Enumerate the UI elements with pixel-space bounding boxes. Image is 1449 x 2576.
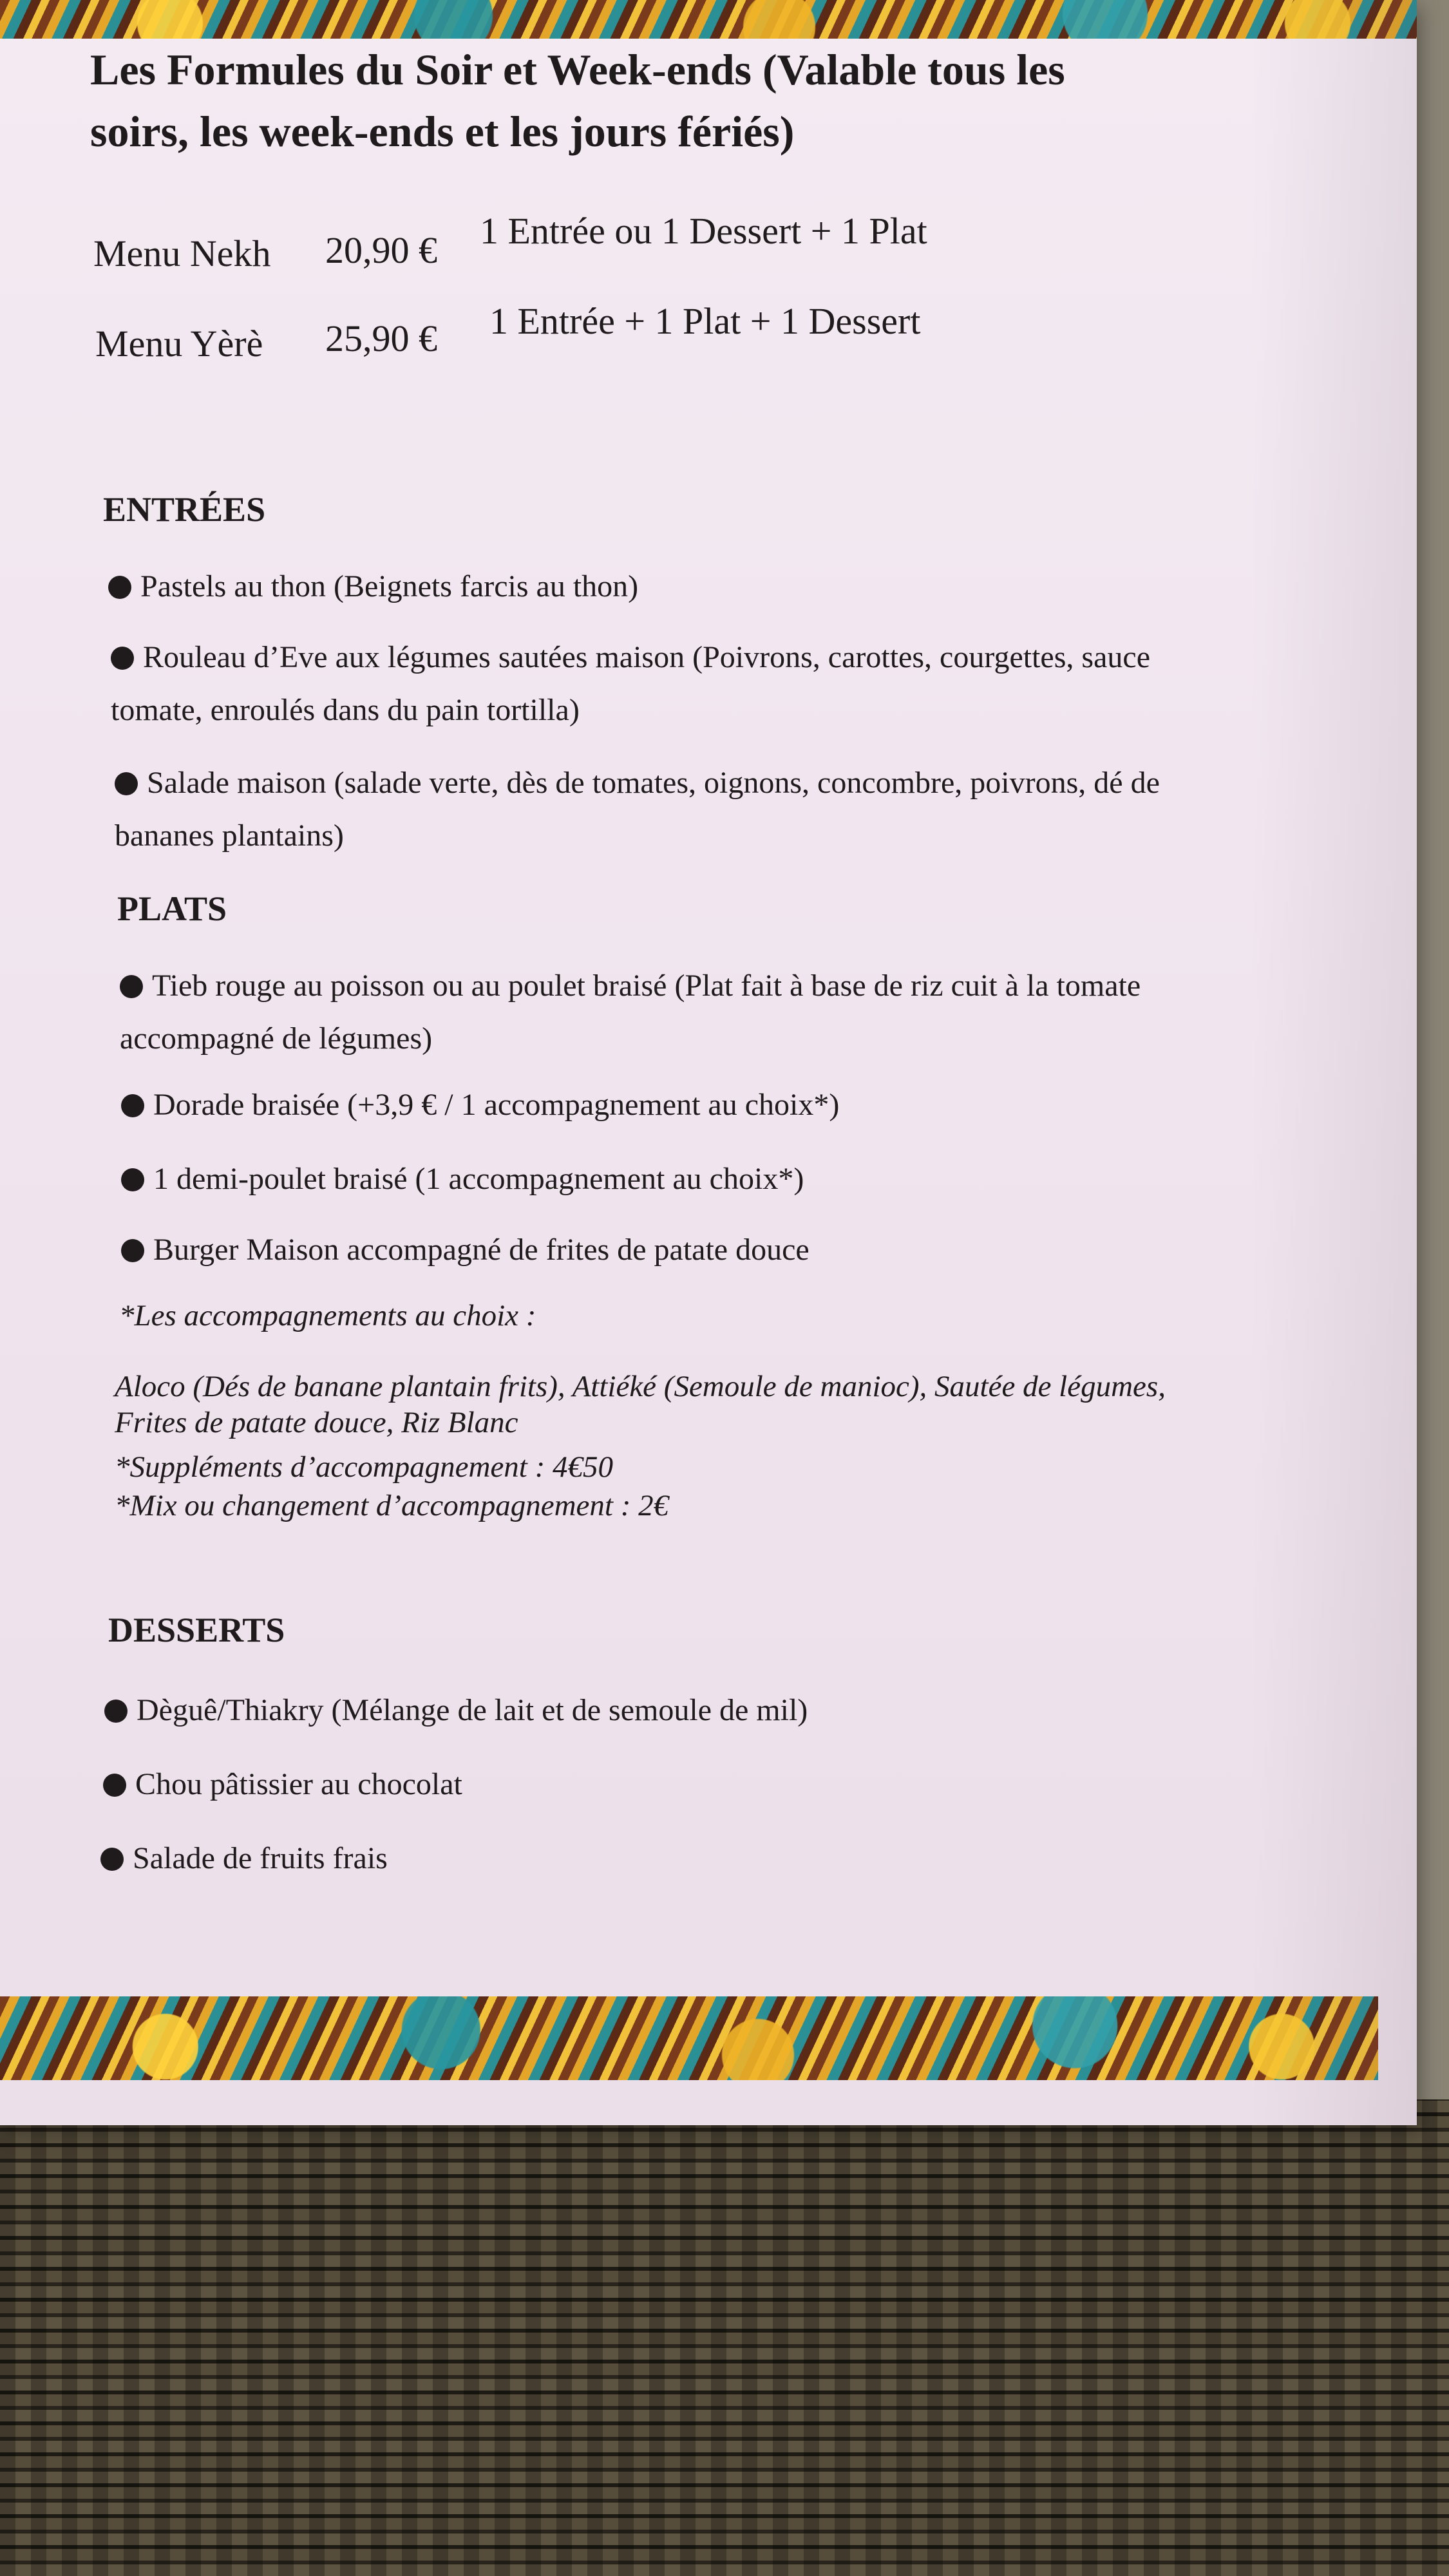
item-text: 1 demi-poulet braisé (1 accompagnement au choix*) <box>153 1162 804 1196</box>
menu-title <box>90 39 1065 162</box>
formula-name: Menu Nekh <box>93 232 271 274</box>
section-heading-entrees: ENTRÉES <box>103 490 266 529</box>
list-item <box>103 1758 1230 1811</box>
list-item <box>121 1079 1248 1132</box>
section-heading-desserts: DESSERTS <box>108 1611 285 1649</box>
item-text: Dorade braisée (+3,9 € / 1 accompagnement au choix*) <box>153 1088 840 1122</box>
item-text: Dèguê/Thiakry (Mélange de lait et de semoule de mil) <box>137 1693 808 1727</box>
bullet-icon <box>121 1168 144 1191</box>
item-text: Pastels au thon (Beignets farcis au thon) <box>140 569 639 603</box>
formula-price: 25,90 € <box>325 317 437 359</box>
bullet-icon <box>100 1848 124 1871</box>
bullet-icon <box>104 1700 128 1723</box>
accompaniments-mix: *Mix ou changement d’accompagnement : 2€ <box>115 1489 669 1522</box>
formula-content: 1 Entrée + 1 Plat + 1 Dessert <box>489 300 921 342</box>
wax-print-border-bottom <box>0 1996 1378 2080</box>
item-text: Salade de fruits frais <box>133 1841 388 1875</box>
woven-placemat <box>0 2099 1449 2576</box>
list-item <box>121 1224 1248 1276</box>
list-item <box>115 757 1177 862</box>
item-text: Chou pâtissier au chocolat <box>135 1767 462 1801</box>
accompaniments-supplement: *Suppléments d’accompagnement : 4€50 <box>115 1450 614 1484</box>
bullet-icon <box>121 1239 144 1262</box>
item-text: Tieb rouge au poisson ou au poulet braisé (Plat fait à base de riz cuit à la tomate accompagné de légumes) <box>120 969 1141 1056</box>
list-item <box>121 1153 1248 1206</box>
bullet-icon <box>111 647 134 670</box>
menu-title-line-2: soirs, les week-ends et les jours fériés) <box>90 107 795 156</box>
formula-name: Menu Yèrè <box>95 323 263 365</box>
bullet-icon <box>115 772 138 795</box>
menu-title-line-1: Les Formules du Soir et Week-ends (Valable tous les <box>90 45 1065 94</box>
list-item <box>111 631 1167 737</box>
bullet-icon <box>120 975 143 998</box>
item-text: Salade maison (salade verte, dès de tomates, oignons, concombre, poivrons, dé de bananes plantains) <box>115 766 1160 853</box>
list-item <box>108 560 1203 613</box>
item-text: Rouleau d’Eve aux légumes sautées maison (Poivrons, carottes, courgettes, sauce tomate, enroulés dans du pain tortilla) <box>111 640 1151 727</box>
list-item <box>120 960 1247 1065</box>
accompaniments-heading: *Les accompagnements au choix : <box>119 1299 536 1332</box>
section-heading-plats: PLATS <box>117 889 227 928</box>
item-text: Burger Maison accompagné de frites de patate douce <box>153 1233 810 1267</box>
formula-row <box>93 232 270 275</box>
bullet-icon <box>108 576 131 599</box>
wax-print-border-top <box>0 0 1417 39</box>
formula-price: 20,90 € <box>325 229 437 271</box>
formula-content: 1 Entrée ou 1 Dessert + 1 Plat <box>480 210 927 252</box>
paper-shadow <box>1249 0 1417 2125</box>
formula-row <box>95 322 263 365</box>
list-item <box>100 1832 1227 1885</box>
accompaniments-list: Aloco (Dés de banane plantain frits), Attiéké (Semoule de manioc), Sautée de légumes, Frites de patate douce, Riz Blanc <box>115 1370 1166 1439</box>
bullet-icon <box>121 1094 144 1117</box>
list-item <box>104 1684 1231 1737</box>
bullet-icon <box>103 1774 126 1797</box>
